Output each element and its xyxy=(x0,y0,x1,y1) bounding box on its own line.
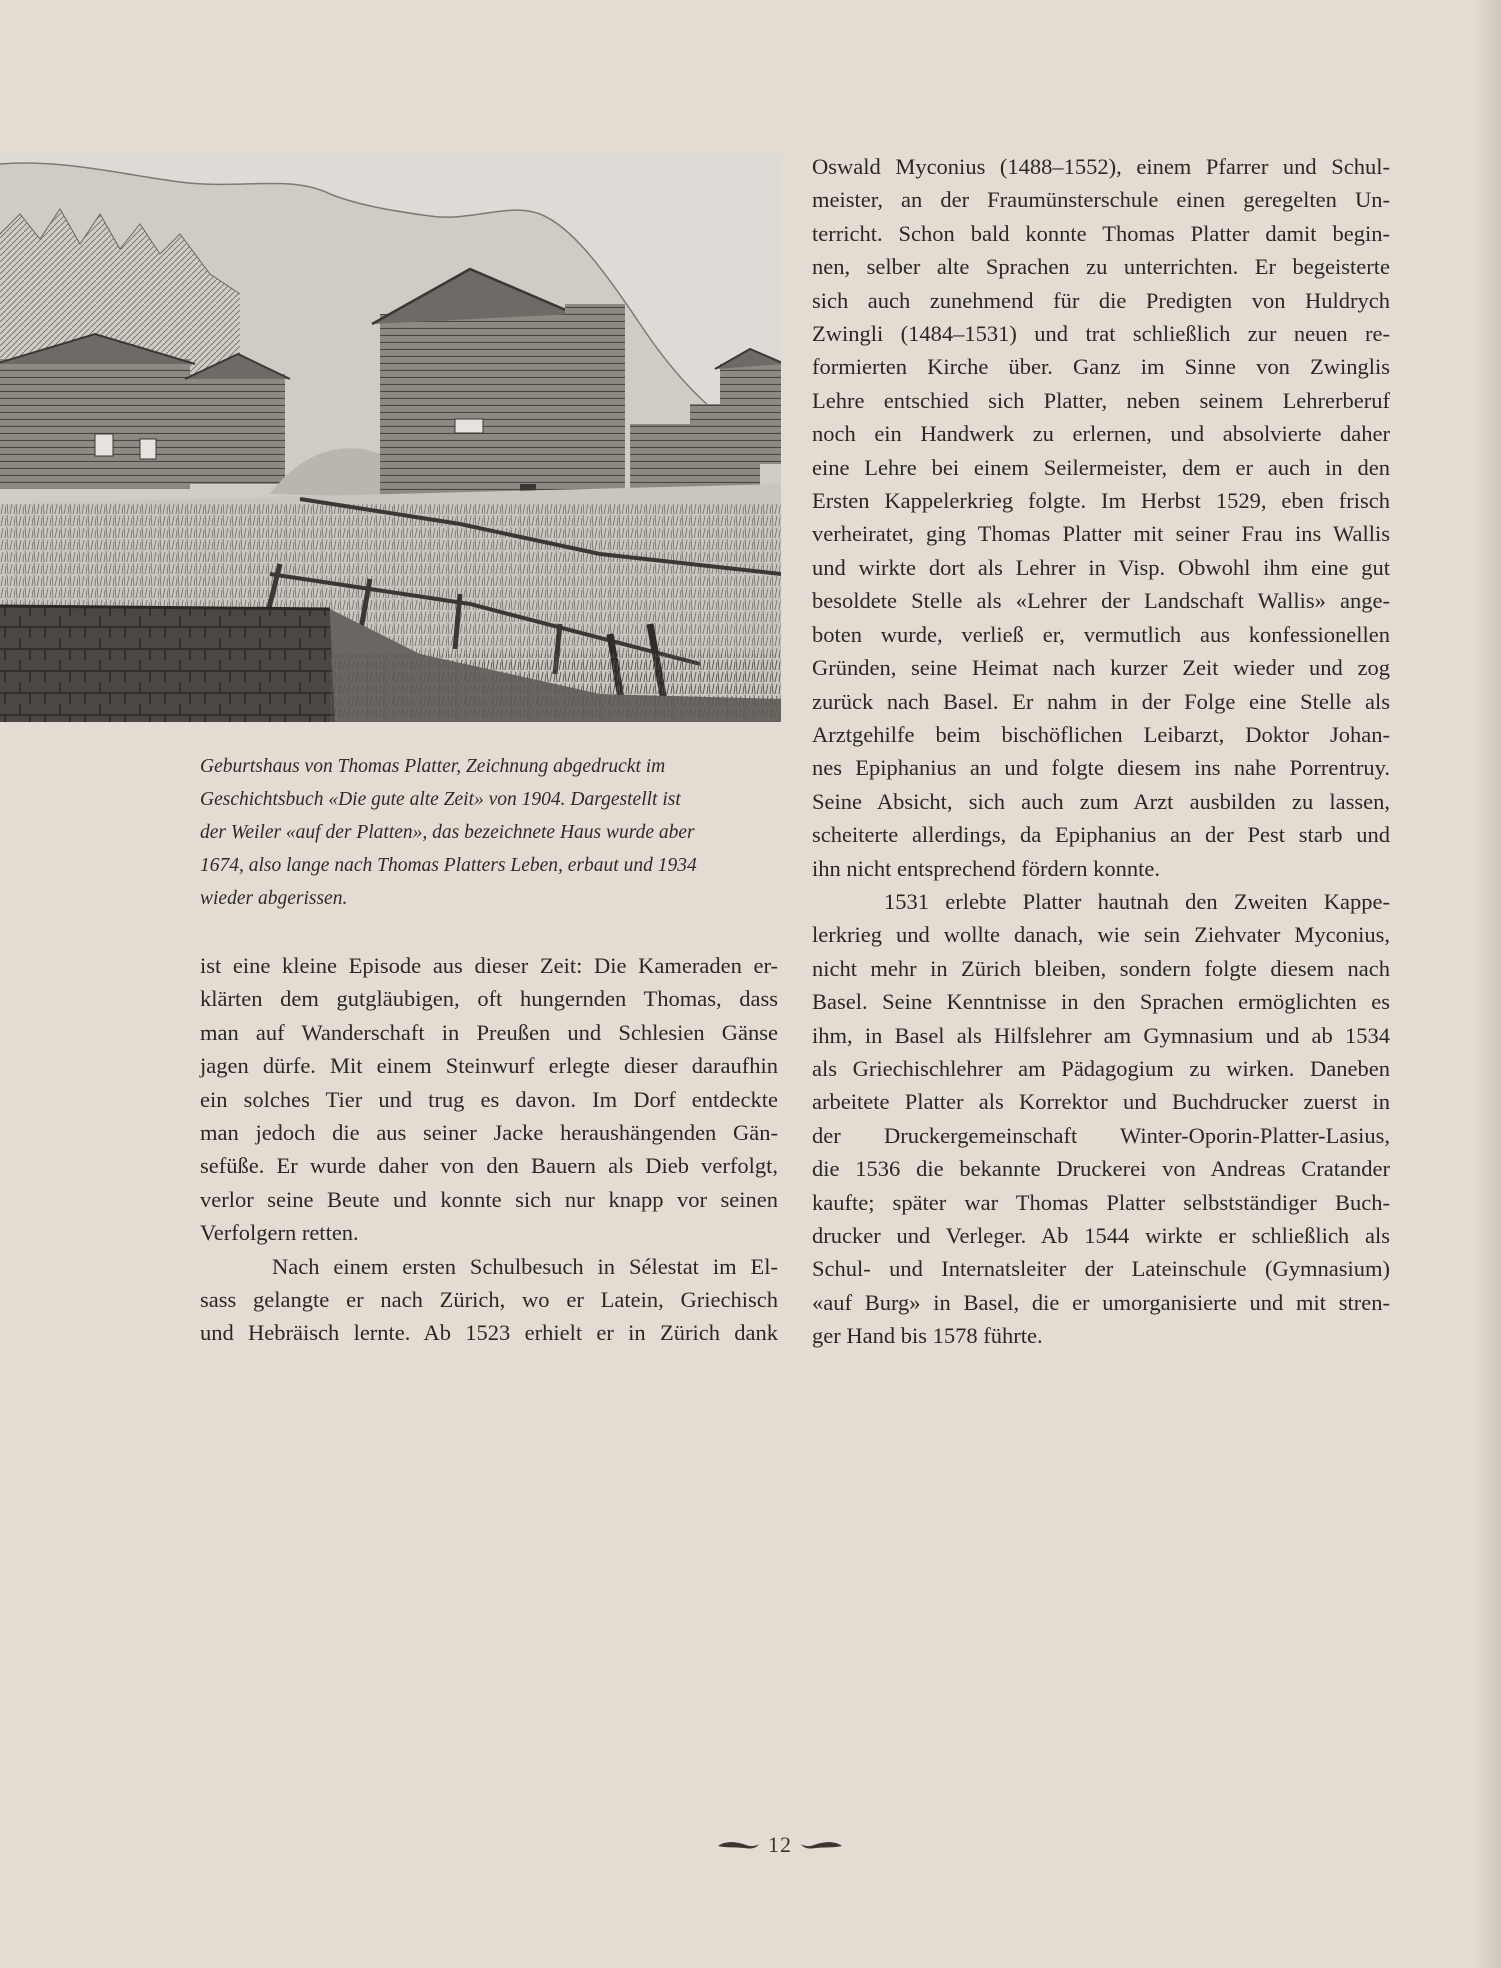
text-line: 1531 erlebte Platter hautnah den Zweiten Kappe- xyxy=(884,888,1390,914)
text-line: besoldete Stelle als «Lehrer der Landschaft Wallis» ange- xyxy=(812,588,1390,614)
text-line: eine Lehre bei einem Seilermeister, dem er auch in den xyxy=(812,454,1390,480)
text-line: Gründen, seine Heimat nach kurzer Zeit wieder und zog xyxy=(812,655,1390,681)
page-edge-shadow xyxy=(1473,0,1501,1968)
text-line: die 1536 die bekannte Druckerei von Andreas Cratander xyxy=(812,1156,1390,1182)
text-line: meister, an der Fraumünsterschule einen geregelten Un- xyxy=(812,187,1390,213)
caption-line: Geburtshaus von Thomas Platter, Zeichnung abgedruckt im xyxy=(200,756,666,777)
text-line: verlor seine Beute und konnte sich nur knapp vor seinen xyxy=(200,1186,778,1212)
paragraph xyxy=(812,150,1390,885)
text-line: nicht mehr in Zürich bleiben, sondern folgte diesem nach xyxy=(812,955,1390,981)
text-line: und wirkte dort als Lehrer in Visp. Obwohl ihm eine gut xyxy=(812,554,1390,580)
left-text-column xyxy=(200,949,778,1350)
caption-line: der Weiler «auf der Platten», das bezeichnete Haus wurde aber xyxy=(200,822,695,843)
paragraph xyxy=(812,885,1390,1353)
text-line: verheiratet, ging Thomas Platter mit seiner Frau ins Wallis xyxy=(812,521,1390,547)
page-number-folio xyxy=(700,1830,860,1860)
text-line: jagen dürfe. Mit einem Steinwurf erlegte dieser daraufhin xyxy=(200,1053,778,1079)
text-line: ihm, in Basel als Hilfslehrer am Gymnasium und ab 1534 xyxy=(812,1022,1390,1048)
caption-line: 1674, also lange nach Thomas Platters Leben, erbaut und 1934 xyxy=(200,855,697,876)
right-ornament-icon xyxy=(800,1838,844,1852)
right-text-column xyxy=(812,150,1390,1353)
text-line: zurück nach Basel. Er nahm in der Folge eine Stelle als xyxy=(812,688,1390,714)
paragraph xyxy=(200,1250,778,1350)
text-line: sass gelangte er nach Zürich, wo er Latein, Griechisch xyxy=(200,1287,778,1313)
text-line: Basel. Seine Kenntnisse in den Sprachen ermöglichten es xyxy=(812,989,1390,1015)
left-ornament-icon xyxy=(716,1838,760,1852)
text-line: man jedoch die aus seiner Jacke heraushängenden Gän- xyxy=(200,1120,778,1146)
text-line: scheiterte allerdings, da Epiphanius an der Pest starb und xyxy=(812,822,1390,848)
text-line: nen, selber alte Sprachen zu unterrichten. Er begeisterte xyxy=(812,254,1390,280)
text-line: ist eine kleine Episode aus dieser Zeit: Die Kameraden er- xyxy=(200,953,778,978)
text-line: Seine Absicht, sich auch zum Arzt ausbilden zu lassen, xyxy=(812,788,1390,814)
text-line: klärten dem gutgläubigen, oft hungernden Thomas, dass xyxy=(200,986,778,1012)
text-line: nes Epiphanius an und folgte diesem ins nahe Porrentruy. xyxy=(812,755,1390,781)
text-line: formierten Kirche über. Ganz im Sinne von Zwinglis xyxy=(812,354,1390,380)
caption-line: Geschichtsbuch «Die gute alte Zeit» von 1904. Dargestellt ist xyxy=(200,789,681,810)
text-line: und Hebräisch lernte. Ab 1523 erhielt er in Zürich dank xyxy=(200,1320,778,1346)
text-line: ger Hand bis 1578 führte. xyxy=(812,1323,1043,1349)
text-line: lerkrieg und wollte danach, wie sein Ziehvater Myconius, xyxy=(812,922,1390,948)
text-line: noch ein Handwerk zu erlernen, und absolvierte daher xyxy=(812,421,1390,447)
text-line: Ersten Kappelerkrieg folgte. Im Herbst 1529, eben frisch xyxy=(812,488,1390,514)
paragraph xyxy=(200,949,778,1250)
text-line: Verfolgern retten. xyxy=(200,1220,359,1246)
text-line: Nach einem ersten Schulbesuch in Sélestat im El- xyxy=(272,1253,778,1279)
text-line: Arztgehilfe beim bischöflichen Leibarzt, Doktor Johan- xyxy=(812,721,1390,747)
caption-line: wieder abgerissen. xyxy=(200,888,348,909)
text-line: «auf Burg» in Basel, die er umorganisierte und mit stren- xyxy=(812,1289,1390,1315)
page-number: 12 xyxy=(768,1832,792,1857)
figure-caption xyxy=(200,750,790,915)
text-line: Schul- und Internatsleiter der Lateinschule (Gymnasium) xyxy=(812,1256,1390,1282)
text-line: drucker und Verleger. Ab 1544 wirkte er schließlich als xyxy=(812,1223,1390,1248)
text-line: ihn nicht entsprechend fördern konnte. xyxy=(812,855,1161,881)
text-line: kaufte; später war Thomas Platter selbstständiger Buch- xyxy=(812,1189,1390,1215)
text-line: terricht. Schon bald konnte Thomas Platter damit begin- xyxy=(812,220,1390,246)
text-line: Zwingli (1484–1531) und trat schließlich zur neuen re- xyxy=(812,321,1390,347)
text-line: sefüße. Er wurde daher von den Bauern als Dieb verfolgt, xyxy=(200,1153,778,1179)
text-line: arbeitete Platter als Korrektor und Buchdrucker zuerst in xyxy=(812,1089,1390,1115)
text-line: man auf Wanderschaft in Preußen und Schlesien Gänse xyxy=(200,1019,778,1045)
text-line: Oswald Myconius (1488–1552), einem Pfarrer und Schul- xyxy=(812,154,1390,179)
text-line: als Griechischlehrer am Pädagogium zu wirken. Daneben xyxy=(812,1055,1390,1081)
birthplace-drawing xyxy=(0,154,781,722)
text-line: sich auch zunehmend für die Predigten von Huldrych xyxy=(812,287,1390,313)
text-line: ein solches Tier und trug es davon. Im Dorf entdeckte xyxy=(200,1086,778,1112)
text-line: boten wurde, verließ er, vermutlich aus konfessionellen xyxy=(812,621,1390,647)
text-line: der Druckergemeinschaft Winter-Oporin-Platter-Lasius, xyxy=(812,1122,1390,1148)
text-line: Lehre entschied sich Platter, neben seinem Lehrerberuf xyxy=(812,387,1390,413)
